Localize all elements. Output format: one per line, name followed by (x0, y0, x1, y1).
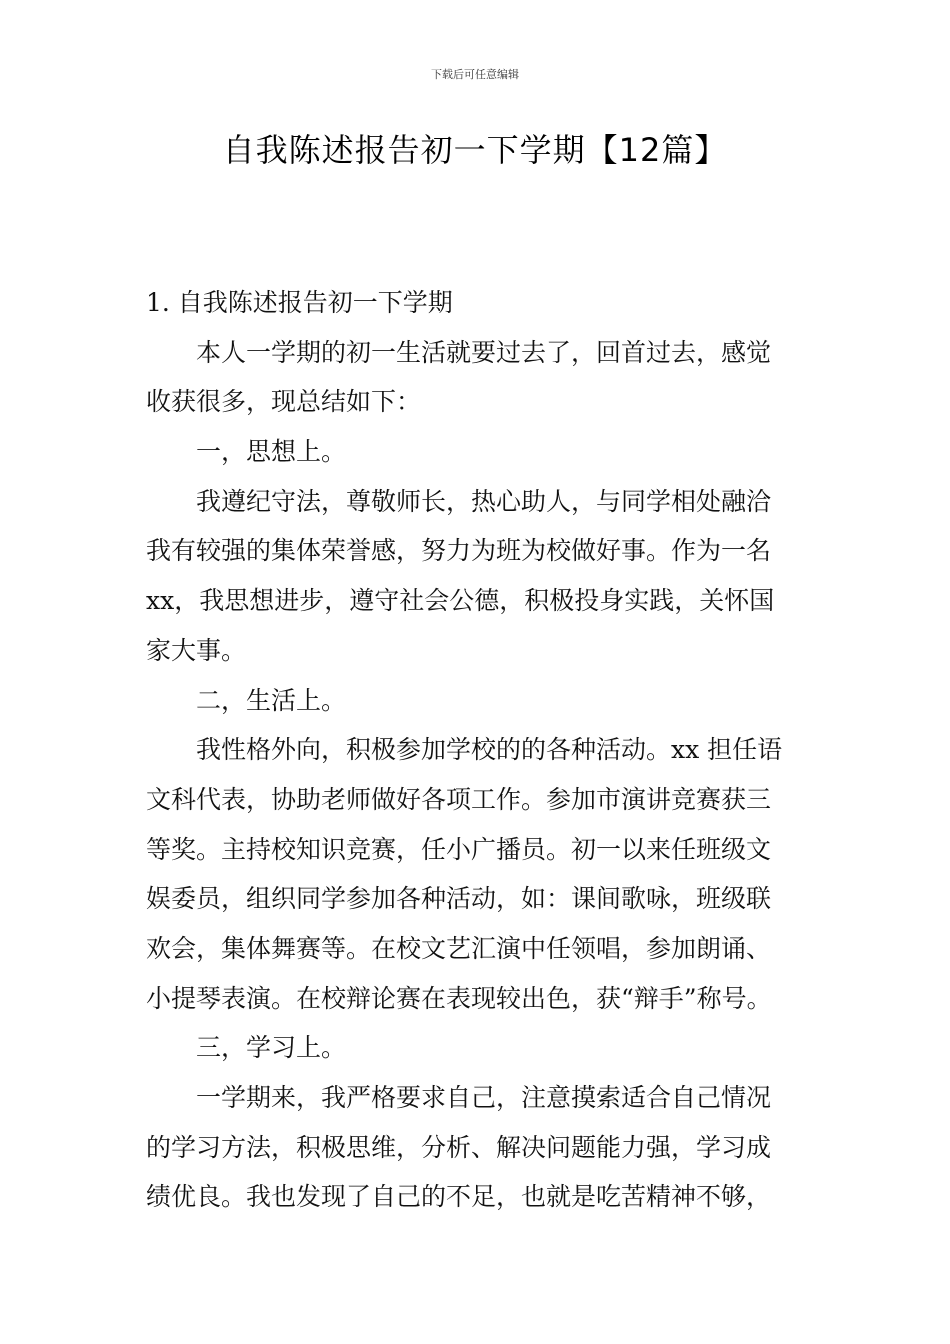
paragraph-line: 家大事。 (146, 635, 247, 665)
paragraph-line: 小提琴表演。在校辩论赛在表现较出色，获“辩手”称号。 (146, 983, 772, 1013)
paragraph-line: 我有较强的集体荣誉感，努力为班为校做好事。作为一名 (146, 536, 772, 566)
paragraph-line: 三，学习上。 (196, 1033, 347, 1063)
paragraph-line: 娱委员，组织同学参加各种活动，如：课间歌咏，班级联 (146, 884, 772, 914)
paragraph-line: 一学期来，我严格要求自己，注意摸索适合自己情况 (196, 1083, 772, 1112)
section-heading: 1. 自我陈述报告初一下学期 (146, 288, 453, 317)
paragraph-line: 二，生活上。 (196, 685, 347, 715)
paragraph-line: 文科代表，协助老师做好各项工作。参加市演讲竞赛获三 (146, 784, 772, 814)
paragraph-line: 我性格外向，积极参加学校的的各种活动。xx 担任语 (196, 735, 783, 765)
paragraph-line: 的学习方法，积极思维，分析、解决问题能力强，学习成 (146, 1132, 772, 1162)
paragraph-line: 一，思想上。 (196, 437, 347, 467)
document-title: 自我陈述报告初一下学期【12篇】 (222, 131, 728, 169)
document-body (146, 278, 806, 1222)
paragraph-line: 收获很多，现总结如下： (146, 387, 422, 417)
paragraph-line: 等奖。主持校知识竞赛，任小广播员。初一以来任班级文 (146, 834, 772, 864)
header-note: 下载后可任意编辑 (431, 68, 519, 81)
paragraph-line: xx，我思想进步，遵守社会公德，积极投身实践，关怀国 (146, 586, 775, 616)
paragraph-line: 本人一学期的初一生活就要过去了，回首过去，感觉 (196, 337, 772, 367)
paragraph-line: 我遵纪守法，尊敬师长，热心助人，与同学相处融洽 (196, 486, 772, 516)
paragraph-line: 欢会，集体舞赛等。在校文艺汇演中任领唱，参加朗诵、 (146, 933, 772, 963)
paragraph-line: 绩优良。我也发现了自己的不足，也就是吃苦精神不够， (146, 1182, 772, 1212)
